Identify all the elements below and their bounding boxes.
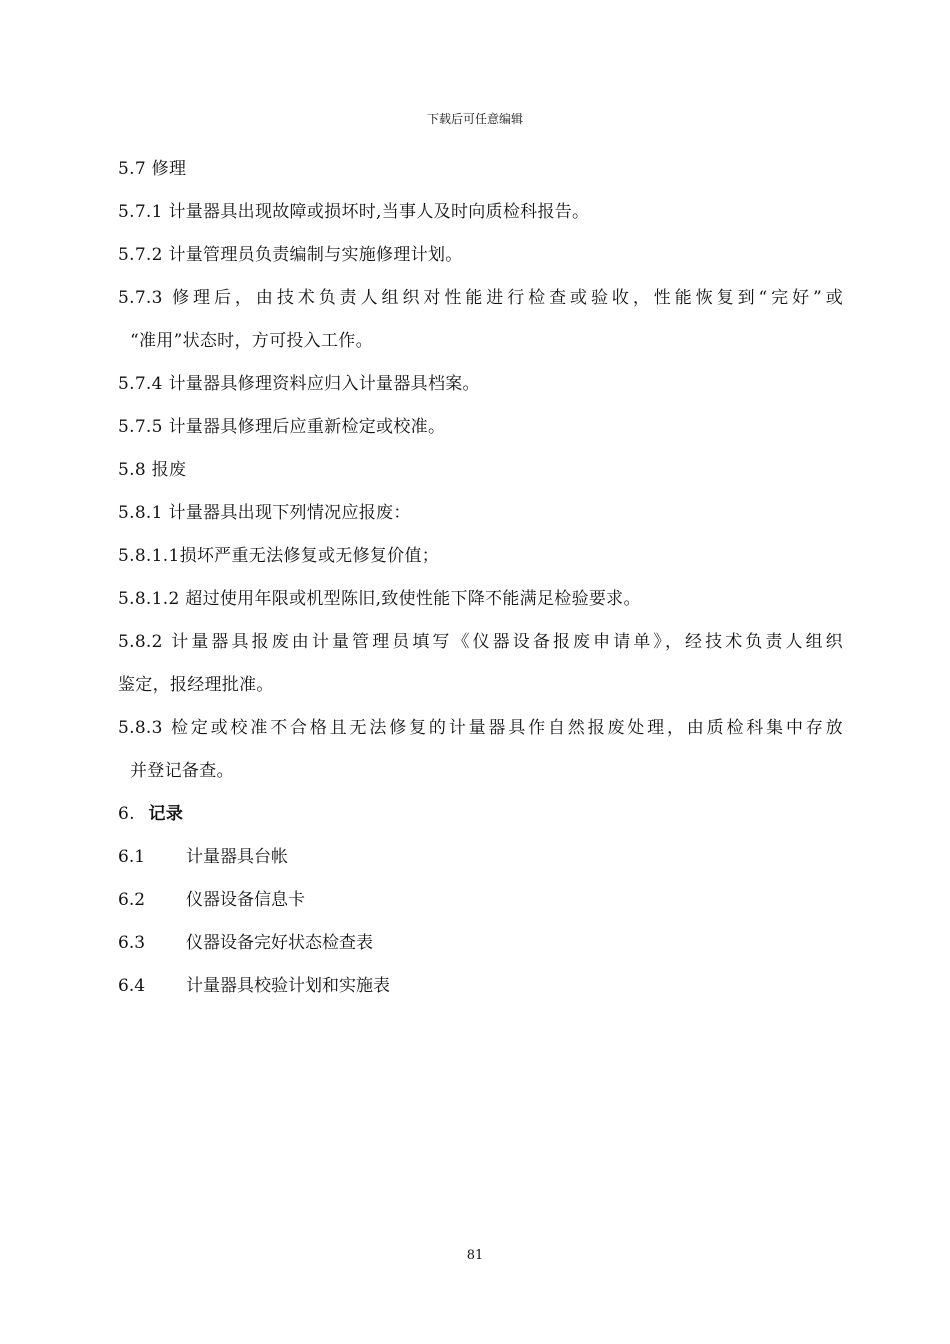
clause-5-8-1: 5.8.1 计量器具出现下列情况应报废： — [118, 503, 411, 523]
clause-5-7-1: 5.7.1 计量器具出现故障或损坏时,当事人及时向质检科报告。 — [118, 202, 590, 222]
clause-5-8-2-continued: 鉴定，报经理批准。 — [118, 675, 274, 695]
record-number: 6.2 — [118, 890, 146, 910]
clause-5-7-4: 5.7.4 计量器具修理资料应归入计量器具档案。 — [118, 374, 480, 394]
record-title: 计量器具台帐 — [186, 847, 288, 867]
document-body — [118, 148, 843, 1008]
record-item — [118, 922, 843, 965]
clause-5-8-3: 5.8.3 检定或校准不合格且无法修复的计量器具作自然报废处理，由质检科集中存放 — [118, 718, 843, 738]
clause-5-8-1-2: 5.8.1.2 超过使用年限或机型陈旧,致使性能下降不能满足检验要求。 — [118, 589, 641, 609]
section-6-number: 6. — [118, 804, 135, 824]
section-heading-5-8: 5.8 报废 — [118, 460, 187, 480]
record-title: 仪器设备完好状态检查表 — [186, 933, 373, 953]
record-title: 仪器设备信息卡 — [186, 890, 305, 910]
section-heading-6 — [118, 793, 843, 836]
clause-5-8-2: 5.8.2 计量器具报废由计量管理员填写《仪器设备报废申请单》，经技术负责人组织 — [118, 632, 843, 652]
clause-5-7-5: 5.7.5 计量器具修理后应重新检定或校准。 — [118, 417, 446, 437]
section-6-title: 记录 — [148, 804, 184, 824]
section-heading-5-7: 5.7 修理 — [118, 159, 187, 179]
record-item — [118, 965, 843, 1008]
clause-5-7-2: 5.7.2 计量管理员负责编制与实施修理计划。 — [118, 245, 463, 265]
clause-5-8-3-continued: 并登记备查。 — [130, 761, 234, 781]
page-number: 81 — [466, 1248, 484, 1263]
clause-5-7-3: 5.7.3 修理后，由技术负责人组织对性能进行检查或验收，性能恢复到“完好”或 — [118, 288, 843, 308]
record-title: 计量器具校验计划和实施表 — [186, 976, 390, 996]
clause-5-8-1-1: 5.8.1.1损坏严重无法修复或无修复价值； — [118, 546, 440, 566]
record-number: 6.3 — [118, 933, 146, 953]
record-item — [118, 836, 843, 879]
record-number: 6.1 — [118, 847, 146, 867]
header-note: 下载后可任意编辑 — [426, 112, 523, 126]
record-item — [118, 879, 843, 922]
record-number: 6.4 — [118, 976, 146, 996]
clause-5-7-3-continued: “准用”状态时，方可投入工作。 — [130, 331, 373, 351]
